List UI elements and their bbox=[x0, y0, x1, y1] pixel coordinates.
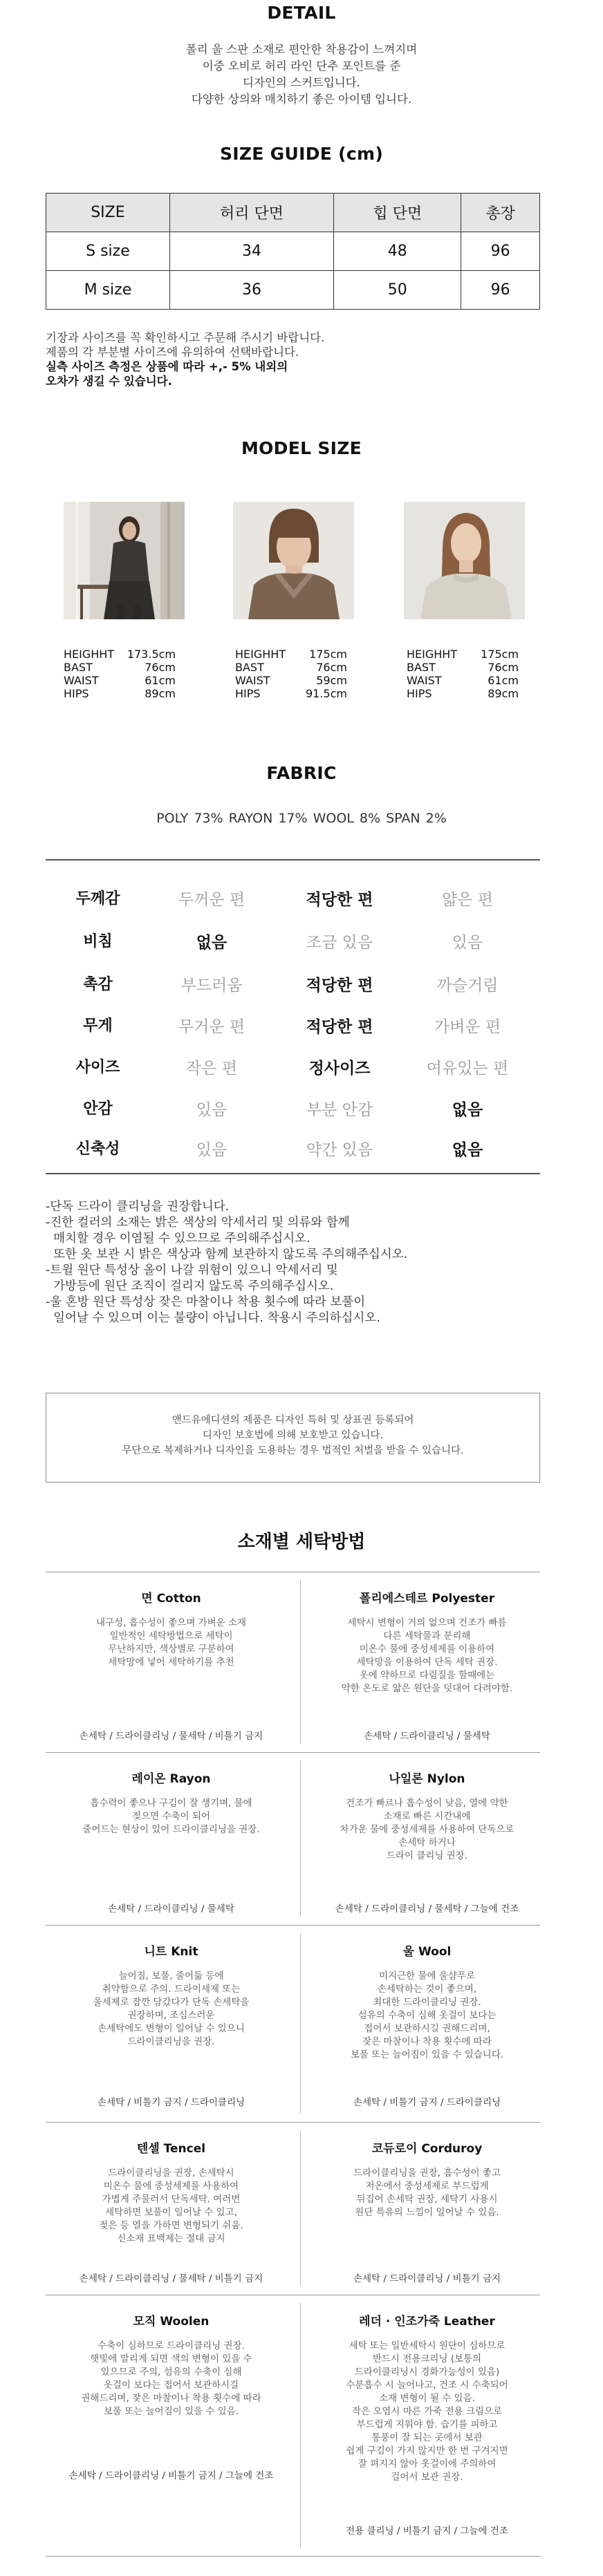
material-description-line: 세탁망에 넣어 세탁하기를 추천 bbox=[108, 1657, 234, 1668]
grid-column-divider bbox=[300, 2303, 301, 2548]
material-care-tags: 손세탁 / 드라이클리닝 / 물세탁 / 그늘에 건조 bbox=[335, 1903, 519, 1915]
material-description-line: 신소재 표백제는 절대 금지 bbox=[117, 2233, 225, 2244]
detail-title: DETAIL bbox=[267, 3, 336, 23]
material-name: 나일론 Nylon bbox=[389, 1772, 465, 1786]
property-label: 신축성 bbox=[75, 1140, 120, 1158]
stat-value: 175cm bbox=[481, 648, 519, 661]
stat-label: BAST bbox=[407, 661, 436, 674]
detail-line: 폴리 울 스판 소재로 편안한 착용감이 느껴지며 bbox=[185, 43, 418, 56]
material-description-line: 일반적인 세탁방법으로 세탁이 bbox=[109, 1630, 233, 1642]
stat-label: HEIGHHT bbox=[235, 648, 286, 661]
property-option-selected: 적당한 편 bbox=[306, 977, 373, 995]
material-description-line: 젖으면 수축이 되어 bbox=[132, 1811, 210, 1822]
care-notes bbox=[46, 1199, 571, 1326]
material-card bbox=[304, 2311, 550, 2484]
material-description-line: 젖은 등 열을 가하면 변형되기 쉬움. bbox=[99, 2220, 243, 2231]
size-row-m bbox=[46, 271, 540, 310]
material-description-line: 섬유의 수축이 심해 옷걸이 보다는 bbox=[358, 2010, 497, 2021]
material-card bbox=[304, 1588, 550, 1695]
material-description-line: 소재 변형이 될 수 있음. bbox=[379, 2393, 475, 2404]
material-care-tags: 손세탁 / 비틀기 금지 / 드라이클리닝 bbox=[97, 2097, 245, 2108]
model-1-stats bbox=[64, 648, 176, 700]
table-cell: 96 bbox=[461, 271, 540, 310]
property-option: 가벼운 편 bbox=[434, 1018, 501, 1036]
notice-line: 앤드유에디션의 제품은 디자인 특허 및 상표권 등록되어 bbox=[171, 1415, 414, 1426]
material-description-line: 세탁망을 이용하여 단독 세탁 권장. bbox=[356, 1657, 498, 1668]
fabric-grid-top-line bbox=[46, 859, 540, 861]
fabric-title: FABRIC bbox=[266, 763, 337, 783]
property-option-selected: 없음 bbox=[452, 1101, 483, 1119]
material-description-line: 저온에서 중성세제로 부드럽게 bbox=[365, 2181, 489, 2192]
material-description-line: 잦은 마찰이나 착용 횟수에 따라 bbox=[362, 2036, 492, 2047]
material-card bbox=[304, 1942, 550, 2062]
care-note: 가방등에 원단 조직이 걸리지 않도록 주의해주십시오. bbox=[46, 1279, 334, 1293]
material-description-line: 손세탁에도 변형이 일어날 수 있으니 bbox=[98, 2023, 245, 2034]
stat-label: HEIGHHT bbox=[407, 648, 458, 661]
material-name: 레더 · 인조가죽 Leather bbox=[359, 2315, 495, 2329]
material-name: 코듀로이 Corduroy bbox=[371, 2142, 483, 2156]
material-description-line: 늘어짐, 보풀, 줄어듦 등에 bbox=[118, 1971, 224, 1982]
material-description-line: 흡수력이 좋으나 구김이 잘 생기며, 물에 bbox=[90, 1798, 252, 1809]
stat-label: BAST bbox=[64, 661, 93, 674]
header-cell: SIZE bbox=[46, 194, 170, 232]
care-note: 매치할 경우 이염될 수 있으므로 주의해주십시오. bbox=[46, 1232, 310, 1245]
material-description-line: 옷걸이 보다는 접어서 보관하시길 bbox=[103, 2380, 239, 2391]
stat-row bbox=[64, 687, 176, 700]
grid-divider bbox=[46, 1752, 540, 1753]
material-description-line: 다른 세탁물과 분리해 bbox=[383, 1630, 471, 1642]
fabric-property-row bbox=[46, 919, 540, 958]
model-3-stats bbox=[407, 648, 519, 700]
stat-value: 91.5cm bbox=[305, 687, 347, 700]
detail-line: 다양한 상의와 매치하기 좋은 아이템 입니다. bbox=[191, 93, 412, 106]
material-description-line: 약한 온도로 얇은 원단을 덧대어 다려야함. bbox=[341, 1683, 513, 1694]
stat-value: 76cm bbox=[316, 661, 347, 674]
material-description-line: 권장하며, 조심스러운 bbox=[127, 2010, 215, 2021]
property-option-selected: 없음 bbox=[452, 1141, 483, 1159]
property-label: 촉감 bbox=[83, 976, 113, 993]
material-care-tags: 손세탁 / 드라이클리닝 / 물세탁 bbox=[108, 1903, 234, 1915]
material-card bbox=[304, 2138, 550, 2219]
stat-value: 76cm bbox=[145, 661, 176, 674]
material-care-tags: 손세탁 / 드라이클리닝 / 물세탁 bbox=[364, 1731, 490, 1742]
material-card bbox=[48, 1942, 294, 2049]
size-table bbox=[46, 193, 540, 310]
property-option-selected: 없음 bbox=[196, 934, 228, 952]
grid-divider bbox=[46, 2122, 540, 2123]
stat-row bbox=[64, 661, 176, 674]
stat-value: 89cm bbox=[145, 687, 176, 700]
material-care-tags: 손세탁 / 드라이클리닝 / 물세탁 / 비틀기 금지 bbox=[79, 2273, 263, 2284]
fabric-composition: POLY 73% RAYON 17% WOOL 8% SPAN 2% bbox=[156, 811, 447, 826]
material-description-line: 걸어서 보관 권장. bbox=[391, 2472, 463, 2483]
material-description-line: 차가운 물에 중성세제를 사용하여 단독으로 bbox=[340, 1824, 514, 1835]
header-cell: 힙 단면 bbox=[334, 194, 461, 232]
material-description-line: 취약함으로 주의. 드라이세제 또는 bbox=[102, 1984, 241, 1995]
fabric-property-row bbox=[46, 876, 540, 915]
material-description-line: 가볍게 주물러서 단독세탁. 여러번 bbox=[102, 2194, 241, 2205]
detail-description bbox=[0, 41, 603, 108]
stat-label: WAIST bbox=[64, 674, 99, 687]
stat-value: 76cm bbox=[488, 661, 519, 674]
material-care-tags: 전용 클리닝 / 비틀기 금지 / 그늘에 건조 bbox=[346, 2526, 508, 2537]
fabric-property-row bbox=[46, 1127, 540, 1165]
material-care-tags: 손세탁 / 드라이클리닝 / 비틀기 금지 / 그늘에 건조 bbox=[68, 2470, 274, 2481]
property-label: 비침 bbox=[83, 933, 113, 950]
property-option-selected: 적당한 편 bbox=[306, 891, 373, 909]
material-description-line: 통풍이 잘 되는 곳에서 보관 bbox=[371, 2432, 483, 2443]
material-description-line: 수분흡수 시 늘어나고, 건조 시 수축되어 bbox=[346, 2380, 508, 2391]
material-description-line: 뒤집어 손세탁 권장, 세탁기 사용시 bbox=[356, 2194, 498, 2205]
property-option: 있음 bbox=[196, 1141, 228, 1159]
material-name: 울 Wool bbox=[402, 1945, 452, 1959]
stat-value: 89cm bbox=[488, 687, 519, 700]
material-description-line: 작은 오염시 마른 가죽 전용 크림으로 bbox=[351, 2406, 503, 2417]
material-description-line: 있으므로 주의, 섬유의 수축이 심해 bbox=[100, 2367, 242, 2378]
model-size-title: MODEL SIZE bbox=[241, 438, 362, 458]
material-description-line: 권해드리며, 잦은 마찰이나 착용 횟수에 따라 bbox=[81, 2393, 261, 2404]
property-label: 무게 bbox=[83, 1017, 113, 1035]
material-description-line: 보풀 또는 늘어짐이 있을 수 있음. bbox=[103, 2406, 239, 2417]
table-cell: 36 bbox=[169, 271, 333, 310]
stat-label: HEIGHHT bbox=[64, 648, 115, 661]
property-option: 부드러움 bbox=[180, 977, 243, 995]
material-description-line: 세탁시 변형이 거의 없으며 건조가 빠름 bbox=[347, 1617, 507, 1628]
table-cell: 34 bbox=[169, 232, 333, 271]
material-care-tags: 손세탁 / 드라이클리닝 / 비틀기 금지 bbox=[353, 2273, 501, 2284]
fabric-property-row bbox=[46, 1045, 540, 1084]
property-option: 있음 bbox=[196, 1101, 228, 1119]
property-option: 부분 안감 bbox=[306, 1101, 373, 1119]
stat-row bbox=[407, 687, 519, 700]
fabric-grid-bottom-line bbox=[46, 1173, 540, 1174]
material-name: 니트 Knit bbox=[144, 1945, 198, 1959]
material-name: 레이온 Rayon bbox=[131, 1772, 211, 1786]
material-description-line: 미지근한 물에 울샴푸로 bbox=[379, 1971, 475, 1982]
property-option: 여유있는 편 bbox=[426, 1060, 509, 1078]
material-description-line: 부드럽게 지워야 함. 습기를 피하고 bbox=[356, 2419, 498, 2430]
material-card bbox=[48, 2311, 294, 2418]
stat-label: WAIST bbox=[235, 674, 270, 687]
material-description-line: 무난하지만, 색상별로 구분하여 bbox=[108, 1644, 234, 1655]
stat-row bbox=[407, 648, 519, 661]
material-description-line: 햇빛에 말리게 되면 색의 변형이 있을 수 bbox=[90, 2353, 252, 2365]
material-name: 모직 Woolen bbox=[133, 2315, 210, 2329]
material-name: 폴리에스테르 Polyester bbox=[359, 1592, 495, 1606]
stat-label: HIPS bbox=[235, 687, 261, 700]
material-care-tags: 손세탁 / 드라이클리닝 / 물세탁 / 비틀기 금지 bbox=[79, 1731, 263, 1742]
property-option-selected: 정사이즈 bbox=[308, 1060, 371, 1078]
material-description-line: 소재로 빠른 시간내에 bbox=[383, 1811, 471, 1822]
stat-label: HIPS bbox=[407, 687, 432, 700]
property-option: 약간 있음 bbox=[306, 1141, 373, 1159]
material-description-line: 드라이클리닝을 권장. bbox=[127, 2036, 215, 2047]
size-row-s bbox=[46, 232, 540, 271]
table-cell: M size bbox=[46, 271, 170, 310]
care-note: -단독 드라이 클리닝을 권장합니다. bbox=[46, 1200, 230, 1214]
stat-value: 173.5cm bbox=[127, 648, 176, 661]
size-note: 제품의 각 부분별 사이즈에 유의하여 선택바랍니다. bbox=[46, 346, 299, 359]
material-description-line: 세탁하면 보풀이 일어날 수 있고, bbox=[105, 2207, 237, 2218]
stat-label: HIPS bbox=[64, 687, 89, 700]
model-photo-3 bbox=[404, 502, 525, 619]
material-card bbox=[304, 1769, 550, 1863]
stat-value: 175cm bbox=[309, 648, 347, 661]
washing-title: 소재별 세탁방법 bbox=[237, 1532, 366, 1552]
property-option: 까슬거림 bbox=[436, 977, 499, 995]
property-option: 얇은 편 bbox=[442, 891, 493, 909]
stat-row bbox=[407, 661, 519, 674]
care-note: 또한 옷 보관 시 밝은 색상과 함께 보관하지 않도록 주의해주십시오. bbox=[46, 1248, 408, 1261]
copyright-notice bbox=[46, 1393, 540, 1483]
material-card bbox=[48, 1769, 294, 1836]
stat-label: BAST bbox=[235, 661, 264, 674]
stat-value: 59cm bbox=[316, 674, 347, 687]
table-cell: 96 bbox=[461, 232, 540, 271]
material-card bbox=[48, 1588, 294, 1669]
notice-line: 디자인 보호법에 의해 보호받고 있습니다. bbox=[202, 1430, 384, 1441]
stat-row bbox=[64, 648, 176, 661]
material-description-line: 최대한 드라이클리닝 권장. bbox=[373, 1997, 481, 2008]
material-description-line: 수축이 심하므로 드라이클리닝 권장. bbox=[98, 2340, 245, 2351]
header-cell: 허리 단면 bbox=[169, 194, 333, 232]
care-note: -울 혼방 원단 특성상 잦은 마찰이나 착용 횟수에 따라 보풀이 bbox=[46, 1295, 366, 1309]
grid-divider bbox=[46, 1925, 540, 1926]
material-description-line: 내구성, 흡수성이 좋으며 가벼운 소재 bbox=[95, 1617, 247, 1628]
size-table-header bbox=[46, 194, 540, 232]
material-description-line: 손세탁 하거나 bbox=[398, 1837, 456, 1848]
property-option: 두꺼운 편 bbox=[178, 891, 245, 909]
material-description-line: 드라이클리닝을 권장, 손세탁시 bbox=[108, 2168, 234, 2179]
stat-row bbox=[235, 648, 347, 661]
material-name: 텐셀 Tencel bbox=[136, 2142, 206, 2156]
header-cell: 총장 bbox=[461, 194, 540, 232]
stat-value: 61cm bbox=[488, 674, 519, 687]
grid-column-divider bbox=[300, 1933, 301, 2114]
material-description-line: 쉽게 구김이 가지 않지만 한 번 구겨지면 bbox=[346, 2445, 508, 2456]
material-description-line: 드라이클리닝시 경화가능성이 있음) bbox=[354, 2367, 500, 2378]
stat-row bbox=[235, 661, 347, 674]
material-description-line: 드라이클리닝을 권장, 흡수성이 좋고 bbox=[353, 2168, 501, 2179]
stat-row bbox=[235, 687, 347, 700]
material-card bbox=[48, 2138, 294, 2246]
grid-column-divider bbox=[300, 1760, 301, 1917]
model-photo-2 bbox=[233, 502, 354, 619]
material-description-line: 미온수 물에 중성세제를 이용하여 bbox=[359, 1644, 495, 1655]
table-cell: S size bbox=[46, 232, 170, 271]
size-note-bold: 실측 사이즈 측정은 상품에 따라 +,- 5% 내외의 bbox=[46, 360, 288, 373]
fabric-property-row bbox=[46, 1087, 540, 1125]
stat-value: 61cm bbox=[145, 674, 176, 687]
fabric-property-row bbox=[46, 962, 540, 1001]
detail-line: 디자인의 스커트입니다. bbox=[243, 76, 360, 89]
material-description-line: 울세제로 잠깐 담갔다가 단독 손세탁을 bbox=[93, 1997, 250, 2008]
stat-row bbox=[407, 674, 519, 687]
material-description-line: 옷에 약하므로 다림질을 할때에는 bbox=[359, 1670, 495, 1681]
care-note: -트윌 원단 특성상 올이 나갈 위험이 있으니 악세서리 및 bbox=[46, 1263, 338, 1277]
property-label: 안감 bbox=[83, 1100, 113, 1118]
material-description-line: 보풀 또는 늘어짐이 있을 수 있습니다. bbox=[350, 2049, 504, 2060]
grid-divider bbox=[46, 2556, 540, 2557]
material-description-line: 드라이 클리닝 권장. bbox=[386, 1850, 468, 1861]
fabric-property-row bbox=[46, 1004, 540, 1042]
property-option: 있음 bbox=[452, 934, 483, 952]
size-note: 기장과 사이즈를 꼭 확인하시고 주문해 주시기 바랍니다. bbox=[46, 331, 325, 344]
grid-column-divider bbox=[300, 2130, 301, 2286]
material-description-line: 잘 펴지지 않아 옷걸이에 주의하여 bbox=[358, 2459, 497, 2470]
material-description-line: 접어서 보관하시길 권해드리며, bbox=[364, 2023, 490, 2034]
material-description-line: 줄어드는 현상이 있어 드라이클리닝을 권장. bbox=[82, 1824, 260, 1835]
care-note: -진한 컬러의 소재는 밝은 색상의 악세서리 및 의류와 함께 bbox=[46, 1216, 350, 1230]
property-option: 조금 있음 bbox=[306, 934, 373, 952]
material-description-line: 세탁 또는 일반세탁시 원단이 심하므로 bbox=[349, 2340, 505, 2351]
stat-row bbox=[235, 674, 347, 687]
table-cell: 48 bbox=[334, 232, 461, 271]
property-option: 작은 편 bbox=[186, 1060, 237, 1078]
material-description-line: 손세탁하는 것이 좋으며, bbox=[377, 1984, 477, 1995]
material-care-tags: 손세탁 / 비틀기 금지 / 드라이클리닝 bbox=[353, 2097, 501, 2108]
material-description-line: 건조가 빠르나 흡수성이 낮음, 열에 약한 bbox=[346, 1798, 508, 1809]
property-label: 두께감 bbox=[75, 890, 120, 908]
grid-column-divider bbox=[300, 1580, 301, 1744]
notice-line: 무단으로 복제하거나 디자인을 도용하는 경우 법적인 처벌을 받을 수 있습니다. bbox=[122, 1445, 464, 1456]
table-cell: 50 bbox=[334, 271, 461, 310]
model-2-stats bbox=[235, 648, 347, 700]
stat-row bbox=[64, 674, 176, 687]
size-notes bbox=[46, 330, 557, 388]
property-option-selected: 적당한 편 bbox=[306, 1018, 373, 1036]
model-photo-1 bbox=[64, 502, 185, 619]
material-description-line: 미온수 물에 중성세제를 사용하여 bbox=[103, 2181, 239, 2192]
size-note-bold: 오차가 생길 수 있습니다. bbox=[46, 375, 172, 388]
size-guide-title: SIZE GUIDE (cm) bbox=[219, 144, 384, 164]
detail-line: 이중 오비로 허리 라인 단추 포인트를 준 bbox=[202, 59, 401, 73]
material-description-line: 반드시 전용크리닝 (보통의 bbox=[372, 2353, 482, 2365]
stat-label: WAIST bbox=[407, 674, 442, 687]
property-option: 무거운 편 bbox=[178, 1018, 245, 1036]
care-note: 일어날 수 있으며 이는 불량이 아닙니다. 착용시 주의하십시오. bbox=[46, 1311, 380, 1325]
material-description-line: 원단 특유의 느낌이 일어날 수 있음. bbox=[355, 2207, 499, 2218]
material-name: 면 Cotton bbox=[141, 1592, 201, 1606]
property-label: 사이즈 bbox=[75, 1059, 120, 1076]
